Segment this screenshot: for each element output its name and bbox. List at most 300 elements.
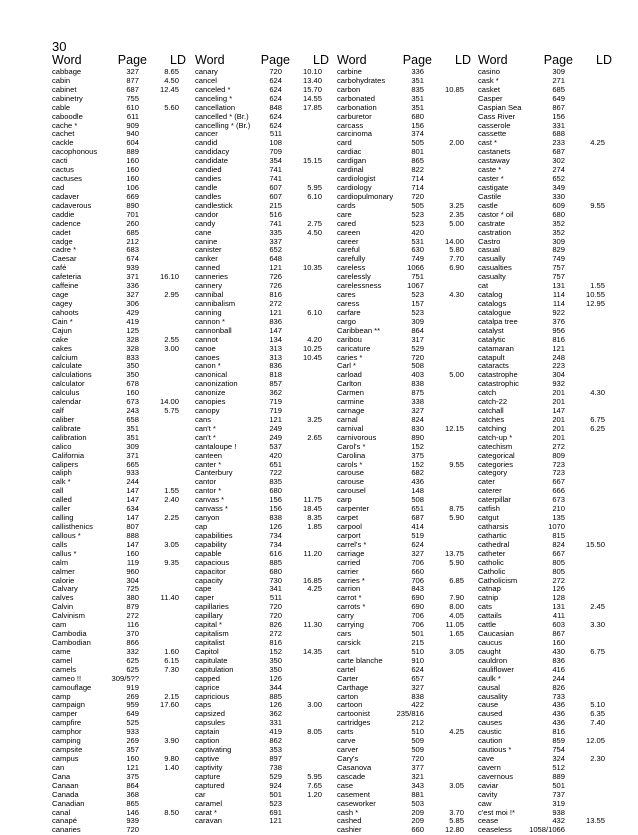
word-text: catholic — [478, 557, 504, 567]
ld-value: 10.35 — [302, 263, 322, 273]
ld-value: 4.50 — [307, 227, 322, 237]
ld-value: 8.75 — [449, 504, 464, 514]
word-text: caviar — [478, 780, 499, 790]
word-text: casually — [478, 254, 506, 264]
word-text: cauliflower — [478, 664, 514, 674]
word-text: caribou — [337, 334, 362, 344]
page-value: 160 — [126, 548, 139, 558]
ld-value: 7.40 — [590, 718, 605, 728]
page-value: 857 — [269, 379, 282, 389]
page-value: 726 — [269, 272, 282, 282]
word-text: castaway — [478, 156, 510, 166]
ld-value: 7.30 — [164, 664, 179, 674]
page-value: 624 — [269, 93, 282, 103]
page-value: 525 — [126, 718, 139, 728]
word-text: cautious * — [478, 745, 512, 755]
page-value: 233 — [552, 138, 565, 148]
word-text: casino — [478, 67, 500, 76]
word-text: catchall — [478, 406, 504, 416]
page-value: 269 — [126, 736, 139, 746]
word-text: Carl * — [337, 361, 356, 371]
page-value: 630 — [411, 245, 424, 255]
page-value: 683 — [126, 245, 139, 255]
word-text: caterer — [478, 486, 502, 496]
page-value: 939 — [126, 263, 139, 273]
page-value: 327 — [411, 406, 424, 416]
page-value: 824 — [411, 414, 424, 424]
word-text: Cass River — [478, 111, 516, 121]
page-value: 272 — [126, 611, 139, 621]
word-text: capsized — [195, 709, 225, 719]
header-ld: LD — [455, 53, 471, 67]
word-text: can't * — [195, 423, 216, 433]
ld-value: 12.05 — [585, 736, 605, 746]
ld-value: 1.65 — [449, 629, 464, 639]
page-value: 690 — [411, 593, 424, 603]
page-value: 890 — [411, 432, 424, 442]
page-value: 603 — [552, 620, 565, 630]
word-text: calculate — [52, 361, 82, 371]
word-text: Caucasian — [478, 629, 514, 639]
ld-value: 16.10 — [159, 272, 179, 282]
page-value: 725 — [126, 584, 139, 594]
word-text: c'est moi !* — [478, 807, 515, 817]
word-text: caster * — [478, 174, 504, 184]
word-text: cane — [195, 227, 212, 237]
page-value: 362 — [269, 709, 282, 719]
word-text: carbonated — [337, 93, 375, 103]
ld-value: 4.25 — [449, 727, 464, 737]
word-text: carelessly — [337, 272, 371, 282]
word-text: causal — [478, 682, 500, 692]
ld-value: 2.35 — [449, 209, 464, 219]
page-value: 714 — [411, 182, 424, 192]
page-value: 649 — [552, 93, 565, 103]
word-text: cacophonous — [52, 147, 98, 157]
page-value: 106 — [126, 182, 139, 192]
word-text: cat — [478, 281, 489, 291]
ld-value: 8.35 — [307, 513, 322, 523]
page-value: 331 — [269, 718, 282, 728]
word-text: caricature — [337, 343, 371, 353]
word-text: Casanova — [337, 762, 372, 772]
page-value: 531 — [411, 236, 424, 246]
ld-value: 5.95 — [307, 182, 322, 192]
ld-value: 1.85 — [307, 522, 322, 532]
page-value: 826 — [552, 682, 565, 692]
header-page: Page — [543, 53, 573, 67]
page-value: 719 — [269, 406, 282, 416]
page-value: 353 — [269, 745, 282, 755]
page-value: 604 — [126, 138, 139, 148]
word-text: catalogs — [478, 298, 507, 308]
page-value: 722 — [269, 468, 282, 478]
page-value: 733 — [552, 691, 565, 701]
word-text: campsite — [52, 745, 83, 755]
word-text: carver — [337, 745, 359, 755]
page-value: 354 — [269, 156, 282, 166]
word-text: catch-22 — [478, 397, 508, 407]
page-value: 338 — [411, 397, 424, 407]
page-value: 885 — [269, 557, 282, 567]
ld-value: 11.40 — [160, 593, 179, 603]
word-text: cape — [195, 584, 212, 594]
page-value: 201 — [552, 397, 565, 407]
word-text: Carlton — [337, 379, 362, 389]
word-text: calk * — [52, 477, 71, 487]
word-text: carte blanche — [337, 655, 383, 665]
page-value: 336 — [411, 67, 424, 76]
page-value: 309/5?? — [111, 673, 139, 683]
page-value: 350 — [269, 655, 282, 665]
header-page: Page — [402, 53, 432, 67]
page-value: 757 — [552, 263, 565, 273]
page-value: 818 — [269, 370, 282, 380]
word-text: cashed — [337, 816, 362, 826]
word-text: capacity — [195, 575, 223, 585]
word-text: carburetor — [337, 111, 372, 121]
ld-value: 2.15 — [164, 691, 179, 701]
ld-value: 17.60 — [159, 700, 179, 710]
page-value: 859 — [552, 736, 565, 746]
word-text: cadence — [52, 218, 81, 228]
page-value: 368 — [126, 789, 139, 799]
word-text: caught — [478, 646, 501, 656]
word-text: cackle — [52, 138, 74, 148]
word-text: camels — [52, 664, 77, 674]
word-text: cartoonist — [337, 709, 370, 719]
ld-value: 5.90 — [449, 513, 464, 523]
page-value: 625 — [126, 664, 139, 674]
ld-value: 2.55 — [164, 334, 179, 344]
word-text: cadet — [52, 227, 71, 237]
page-value: 690 — [411, 602, 424, 612]
page-value: 680 — [269, 486, 282, 496]
page-value: 667 — [552, 477, 565, 487]
header-ld: LD — [170, 53, 186, 67]
word-text: Caspian Sea — [478, 102, 522, 112]
page-value: 843 — [411, 584, 424, 594]
word-text: Caribbean ** — [337, 325, 381, 335]
word-entry — [52, 291, 188, 300]
page-value: 509 — [411, 736, 424, 746]
word-text: candy — [195, 218, 216, 228]
page-value: 160 — [126, 156, 139, 166]
word-text: cast * — [478, 138, 497, 148]
word-text: carousel — [337, 486, 366, 496]
word-text: calm — [52, 557, 69, 567]
word-text: canoes — [195, 352, 220, 362]
word-text: caddie — [52, 209, 75, 219]
word-text: casualty — [478, 272, 506, 282]
word-text: catastrophe — [478, 370, 518, 380]
word-text: carcinoma — [337, 129, 373, 139]
ld-value: 2.65 — [307, 432, 322, 442]
word-text: caries * — [337, 352, 363, 362]
ld-value: 9.80 — [164, 753, 179, 763]
header-word: Word — [195, 53, 225, 67]
ld-value: 12.95 — [585, 298, 605, 308]
ld-value: 14.00 — [444, 236, 464, 246]
ld-value: 4.25 — [307, 584, 322, 594]
word-text: camp — [52, 691, 71, 701]
word-text: Canterbury — [195, 468, 233, 478]
word-text: capitalism — [195, 629, 229, 639]
word-text: cascade — [337, 771, 366, 781]
page-value: 331 — [552, 120, 565, 130]
page-value: 351 — [411, 75, 424, 85]
page-value: 349 — [552, 182, 565, 192]
page-value: 201 — [552, 432, 565, 442]
word-text: carbohydrates — [337, 75, 386, 85]
word-text: cannibalism — [195, 298, 236, 308]
word-text: catapult — [478, 352, 505, 362]
page-value: 152 — [269, 646, 282, 656]
word-text: castor * oil — [478, 209, 514, 219]
word-text: candidacy — [195, 147, 230, 157]
page-value: 157 — [411, 298, 424, 308]
word-text: candied — [195, 165, 222, 175]
page-value: 816 — [552, 727, 565, 737]
word-text: calcium — [52, 352, 78, 362]
page-value: 510 — [411, 727, 424, 737]
word-text: casement — [337, 789, 370, 799]
page-value: 249 — [269, 432, 282, 442]
page-value: 1070 — [548, 522, 565, 532]
word-text: catch — [478, 388, 497, 398]
word-text: candles — [195, 191, 222, 201]
word-text: candidate — [195, 156, 228, 166]
ld-value: 3.90 — [164, 736, 179, 746]
word-text: Casper — [478, 93, 503, 103]
ld-value: 5.95 — [307, 771, 322, 781]
ld-value: 10.25 — [302, 343, 322, 353]
page-value: 272 — [269, 629, 282, 639]
word-text: catgut — [478, 513, 499, 523]
page-value: 838 — [411, 691, 424, 701]
word-text: cassette — [478, 129, 507, 139]
word-text: canoe — [195, 343, 216, 353]
page-value: 741 — [269, 218, 282, 228]
word-text: carbon — [337, 84, 361, 94]
word-entry — [337, 826, 473, 835]
page-value: 651 — [411, 504, 424, 514]
word-text: cavernous — [478, 771, 514, 781]
page-value: 503 — [411, 798, 424, 808]
page-value: 119 — [126, 557, 139, 567]
page-value: 867 — [552, 102, 565, 112]
page-value: 897 — [269, 753, 282, 763]
page-value: 411 — [552, 611, 565, 621]
ld-value: 11.30 — [303, 620, 322, 630]
word-text: caliber — [52, 414, 75, 424]
page-value: 114 — [552, 298, 565, 308]
page-value: 667 — [552, 548, 565, 558]
page-value: 720 — [411, 753, 424, 763]
word-text: cash * — [337, 807, 359, 817]
page-value: 523 — [411, 218, 424, 228]
word-text: calico — [52, 441, 72, 451]
page-value: 537 — [269, 441, 282, 451]
page-value: 701 — [126, 209, 139, 219]
word-text: canon * — [195, 361, 221, 371]
word-text: casualties — [478, 263, 512, 273]
page-value: 357 — [126, 745, 139, 755]
word-text: camphor — [52, 727, 82, 737]
page-value: 249 — [269, 423, 282, 433]
word-text: candies — [195, 174, 222, 184]
word-text: canister — [195, 245, 222, 255]
word-text: cask * — [478, 75, 499, 85]
word-text: Calvary — [52, 584, 78, 594]
page-value: 272 — [269, 298, 282, 308]
word-text: carnage — [337, 406, 365, 416]
ld-value: 3.00 — [307, 700, 322, 710]
page-value: 836 — [552, 655, 565, 665]
word-text: carcass — [337, 120, 364, 130]
page-value: 801 — [411, 147, 424, 157]
ld-value: 4.30 — [590, 388, 605, 398]
word-text: called — [52, 495, 72, 505]
ld-value: 5.90 — [449, 557, 464, 567]
page-value: 751 — [411, 272, 424, 282]
page-value: 680 — [552, 209, 565, 219]
page-value: 809 — [552, 450, 565, 460]
page-value: 824 — [552, 539, 565, 549]
page-value: 147 — [126, 539, 139, 549]
ld-value: 8.65 — [164, 67, 179, 76]
page-value: 201 — [552, 414, 565, 424]
ld-value: 1.60 — [164, 646, 179, 656]
word-text: canker — [195, 254, 218, 264]
page-value: 121 — [269, 263, 282, 273]
word-text: catnip — [478, 593, 499, 603]
page-value: 152 — [411, 459, 424, 469]
page-value: 685 — [126, 227, 139, 237]
page-value: 371 — [126, 450, 139, 460]
page-value: 625 — [126, 655, 139, 665]
word-text: cared — [337, 218, 356, 228]
ld-value: 5.75 — [164, 406, 179, 416]
word-text: cars — [337, 629, 352, 639]
page-value: 673 — [552, 495, 565, 505]
page-value: 243 — [126, 406, 139, 416]
page-value: 511 — [269, 129, 282, 139]
page-value: 607 — [269, 191, 282, 201]
word-text: capitalist — [195, 638, 225, 647]
word-text: calculations — [52, 370, 92, 380]
page-value: 351 — [411, 102, 424, 112]
page-value: 306 — [126, 298, 139, 308]
page-value: 375 — [126, 771, 139, 781]
page-value: 720 — [269, 602, 282, 612]
word-text: callisthenics — [52, 522, 93, 532]
page-value: 309 — [552, 236, 565, 246]
page-value: 649 — [126, 709, 139, 719]
word-text: cattails — [478, 611, 502, 621]
word-text: Carmen — [337, 388, 365, 398]
word-text: capitulate — [195, 655, 228, 665]
word-text: cannot — [195, 334, 218, 344]
word-text: Calvinism — [52, 611, 85, 621]
ld-value: 6.75 — [590, 414, 605, 424]
word-text: cabinet — [52, 84, 77, 94]
page-value: 890 — [126, 200, 139, 210]
word-text: Calvin — [52, 602, 74, 612]
page-value: 805 — [552, 566, 565, 576]
page-value: 665 — [126, 459, 139, 469]
page-value: 523 — [411, 307, 424, 317]
page-value: 223 — [552, 361, 565, 371]
word-text: camper — [52, 709, 78, 719]
word-entry — [52, 469, 188, 478]
word-text: catastrophic — [478, 379, 519, 389]
word-text: cans — [195, 414, 212, 424]
word-text: cataracts — [478, 361, 509, 371]
word-text: catechism — [478, 441, 513, 451]
page-value: 862 — [269, 736, 282, 746]
page-value: 688 — [552, 129, 565, 139]
word-text: cap — [195, 522, 208, 532]
word-text: carport — [337, 530, 361, 540]
header-page: Page — [260, 53, 290, 67]
word-text: caramel — [195, 798, 223, 808]
page-value: 511 — [269, 593, 282, 603]
word-text: catnap — [478, 584, 501, 594]
word-text: carouse — [337, 468, 365, 478]
page-value: 336 — [126, 281, 139, 291]
page-value: 720 — [126, 825, 139, 835]
word-text: Cambodia — [52, 629, 87, 639]
page-value: 838 — [411, 379, 424, 389]
word-text: canceled * — [195, 84, 231, 94]
ld-value: 14.00 — [159, 397, 179, 407]
page-value: 201 — [552, 388, 565, 398]
word-column-1 — [52, 53, 188, 835]
ld-value: 6.15 — [164, 655, 179, 665]
word-text: Caesar — [52, 254, 77, 264]
page-value: 922 — [552, 307, 565, 317]
page-value: 327 — [411, 682, 424, 692]
ld-value: 1.20 — [307, 789, 322, 799]
ld-value: 13.75 — [444, 548, 464, 558]
word-text: car — [195, 789, 206, 799]
word-text: carpool — [337, 522, 362, 532]
ld-value: 11.75 — [303, 495, 322, 505]
word-text: cactus — [52, 165, 74, 175]
word-text: carefully — [337, 254, 366, 264]
ld-value: 3.70 — [449, 807, 464, 817]
page-value: 260 — [126, 218, 139, 228]
word-text: captivating — [195, 745, 232, 755]
word-entry — [52, 175, 188, 184]
word-text: categorical — [478, 450, 515, 460]
word-text: canaries — [52, 825, 81, 835]
word-text: cats — [478, 602, 492, 612]
page-value: 156 — [411, 120, 424, 130]
ld-value: 11.20 — [303, 548, 322, 558]
word-text: cahoots — [52, 307, 79, 317]
page-value: 370 — [126, 629, 139, 639]
page-value: 272 — [552, 575, 565, 585]
word-entry — [478, 585, 614, 594]
word-text: cagey — [52, 298, 73, 308]
page-value: 660 — [411, 825, 424, 835]
page-value: 244 — [552, 673, 565, 683]
word-text: carload — [337, 370, 362, 380]
page-value: 678 — [126, 379, 139, 389]
word-text: cause — [478, 700, 499, 710]
